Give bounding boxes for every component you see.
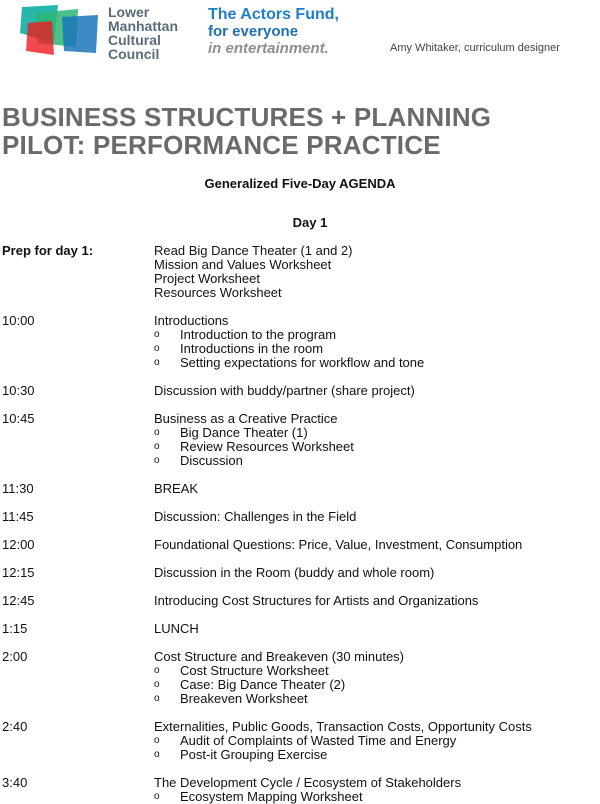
agenda-time: Prep for day 1: xyxy=(2,243,94,258)
day-heading: Day 1 xyxy=(292,215,328,230)
bullet-icon: o xyxy=(154,693,160,704)
agenda-item xyxy=(0,622,600,636)
agenda-line: Discussion: Challenges in the Field xyxy=(154,509,357,524)
agenda-content xyxy=(154,622,600,636)
agenda-time: 3:40 xyxy=(2,775,28,790)
agenda-content xyxy=(154,594,600,608)
designer-credit: Amy Whitaker, curriculum designer xyxy=(390,42,560,54)
agenda-subitem xyxy=(154,356,600,370)
agenda-item xyxy=(0,412,600,468)
page-header xyxy=(0,0,600,70)
agenda-time: 10:45 xyxy=(2,411,35,426)
agenda-subitem xyxy=(154,440,600,454)
agenda-subitem xyxy=(154,678,600,692)
agenda-item xyxy=(0,482,600,496)
agenda-item xyxy=(0,720,600,762)
agenda-line: Discussion in the Room (buddy and whole room) xyxy=(154,565,435,580)
agenda-subitem-text: Ecosystem Mapping Worksheet xyxy=(180,789,363,804)
agenda-time: 11:45 xyxy=(2,509,34,524)
agenda-subitem-text: Post-it Grouping Exercise xyxy=(180,747,328,762)
agenda-subitem-text: Big Dance Theater (1) xyxy=(180,425,308,440)
bullet-icon: o xyxy=(154,791,160,802)
agenda-line: Introducing Cost Structures for Artists and Organizations xyxy=(154,593,479,608)
agenda-line: Project Worksheet xyxy=(154,271,260,286)
bullet-icon: o xyxy=(154,427,160,438)
agenda-time: 1:15 xyxy=(2,621,28,636)
agenda-line: Externalities, Public Goods, Transaction Costs, Opportunity Costs xyxy=(154,719,532,734)
agenda-time: 11:30 xyxy=(2,481,34,496)
agenda-time: 10:30 xyxy=(2,383,35,398)
bullet-icon: o xyxy=(154,343,160,354)
document-title xyxy=(2,103,592,159)
agenda-item xyxy=(0,538,600,552)
agenda-subitem-text: Setting expectations for workflow and tone xyxy=(180,355,425,370)
agenda-heading: Generalized Five-Day AGENDA xyxy=(204,176,396,191)
agenda-subitem xyxy=(154,692,600,706)
agenda-line: Foundational Questions: Price, Value, Investment, Consumption xyxy=(154,537,523,552)
agenda-content xyxy=(154,412,600,468)
agenda-line: The Development Cycle / Ecosystem of Stakeholders xyxy=(154,775,462,790)
agenda-item xyxy=(0,566,600,580)
title-line: BUSINESS STRUCTURES + PLANNING xyxy=(2,102,492,132)
agenda-content xyxy=(154,510,600,524)
agenda-content xyxy=(154,720,600,762)
agenda-content xyxy=(154,384,600,398)
agenda-time: 2:00 xyxy=(2,649,28,664)
agenda-subitem xyxy=(154,342,600,356)
title-line: PILOT: PERFORMANCE PRACTICE xyxy=(2,130,441,160)
bullet-icon: o xyxy=(154,357,160,368)
agenda-time: 12:45 xyxy=(2,593,35,608)
agenda-time: 12:15 xyxy=(2,565,35,580)
agenda-line: Business as a Creative Practice xyxy=(154,411,338,426)
agenda-line: Resources Worksheet xyxy=(154,285,282,300)
agenda-line: BREAK xyxy=(154,481,199,496)
agenda-line: Cost Structure and Breakeven (30 minutes) xyxy=(154,649,405,664)
agenda-subitem-text: Cost Structure Worksheet xyxy=(180,663,329,678)
agenda-subitem xyxy=(154,328,600,342)
lmcc-wordmark: Lower Manhattan Cultural Council xyxy=(108,4,178,62)
agenda-content xyxy=(154,244,600,300)
agenda-content xyxy=(154,482,600,496)
agenda-subitem xyxy=(154,454,600,468)
agenda-item xyxy=(0,244,600,300)
agenda-item xyxy=(0,594,600,608)
agenda-line: LUNCH xyxy=(154,621,199,636)
agenda-subitem xyxy=(154,664,600,678)
bullet-icon: o xyxy=(154,329,160,340)
agenda-item xyxy=(0,510,600,524)
bullet-icon: o xyxy=(154,735,160,746)
agenda-time: 2:40 xyxy=(2,719,28,734)
actors-fund-wordmark: The Actors Fund, for everyone in entertainment. xyxy=(208,6,339,57)
agenda-item xyxy=(0,384,600,398)
lmcc-logo-mark xyxy=(18,3,100,57)
agenda-subitem xyxy=(154,748,600,762)
agenda-line: Mission and Values Worksheet xyxy=(154,257,332,272)
bullet-icon: o xyxy=(154,679,160,690)
agenda-subitem-text: Discussion xyxy=(180,453,243,468)
agenda-time: 12:00 xyxy=(2,537,35,552)
agenda-subitem-text: Case: Big Dance Theater (2) xyxy=(180,677,346,692)
bullet-icon: o xyxy=(154,441,160,452)
agenda-subitem-text: Introduction to the program xyxy=(180,327,337,342)
agenda-line: Discussion with buddy/partner (share project) xyxy=(154,383,415,398)
bullet-icon: o xyxy=(154,665,160,676)
agenda-line: Introductions xyxy=(154,313,229,328)
agenda-subitem-text: Review Resources Worksheet xyxy=(180,439,354,454)
agenda-item xyxy=(0,314,600,370)
agenda-content xyxy=(154,650,600,706)
agenda-subitem-text: Breakeven Worksheet xyxy=(180,691,308,706)
agenda-content xyxy=(154,538,600,552)
agenda-time: 10:00 xyxy=(2,313,35,328)
bullet-icon: o xyxy=(154,749,160,760)
agenda-line: Read Big Dance Theater (1 and 2) xyxy=(154,243,353,258)
agenda-subitem-text: Audit of Complaints of Wasted Time and Energy xyxy=(180,733,457,748)
agenda-subitem-text: Introductions in the room xyxy=(180,341,324,356)
agenda-content xyxy=(154,314,600,370)
agenda-subitem xyxy=(154,426,600,440)
agenda-list xyxy=(0,244,600,804)
agenda-subitem xyxy=(154,734,600,748)
bullet-icon: o xyxy=(154,455,160,466)
agenda-content xyxy=(154,566,600,580)
agenda-subitem xyxy=(154,790,600,804)
agenda-item xyxy=(0,650,600,706)
